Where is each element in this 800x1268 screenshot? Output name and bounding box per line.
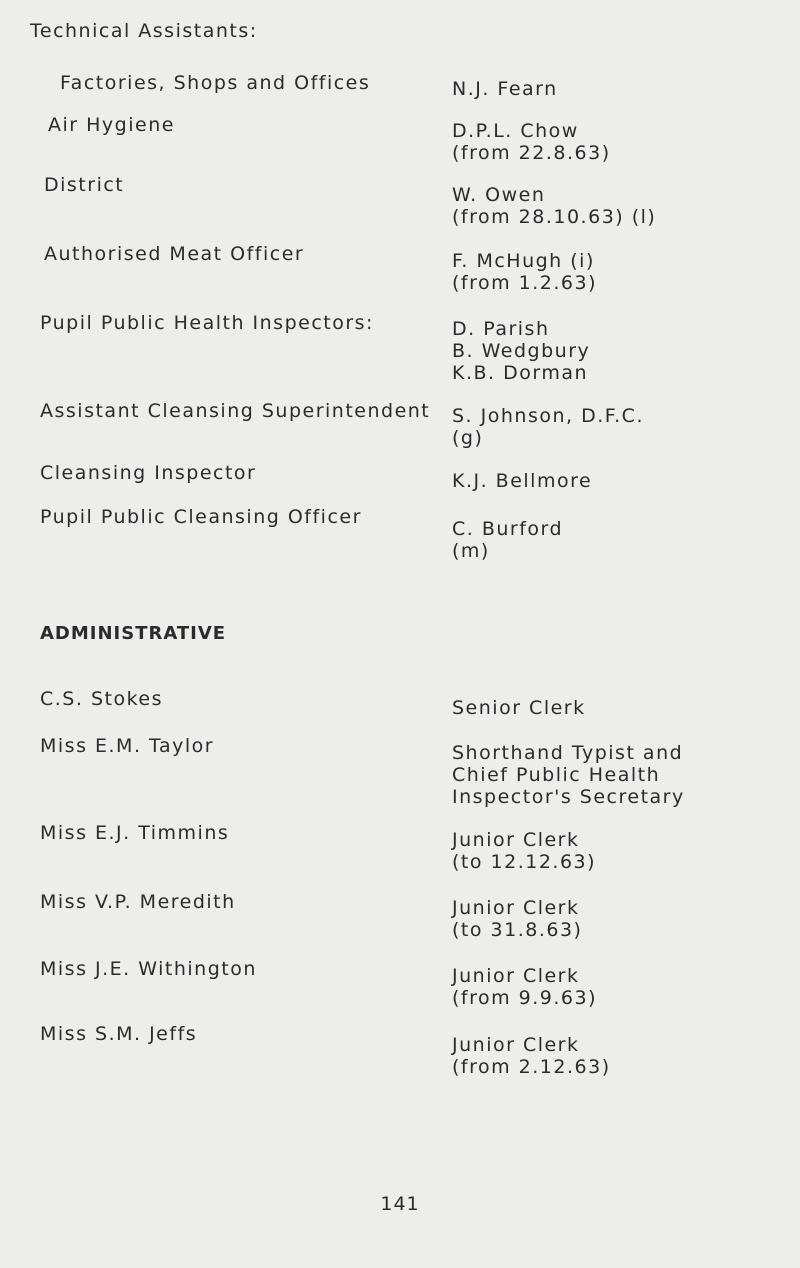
staff-role: Inspector's Secretary <box>452 786 685 808</box>
staff-name: D.P.L. Chow <box>452 120 579 142</box>
role-label: Pupil Public Cleansing Officer <box>40 506 362 528</box>
staff-name: Miss S.M. Jeffs <box>40 1023 198 1045</box>
staff-note: (g) <box>452 427 484 449</box>
staff-name: S. Johnson, D.F.C. <box>452 405 644 427</box>
staff-note: (from 22.8.63) <box>452 142 611 164</box>
staff-name: C.S. Stokes <box>40 688 163 710</box>
role-label: Assistant Cleansing Superintendent <box>40 400 431 422</box>
admin-heading: ADMINISTRATIVE <box>40 623 227 644</box>
staff-note: (from 9.9.63) <box>452 987 598 1009</box>
staff-name-block <box>452 518 563 562</box>
role-label: Air Hygiene <box>48 114 175 136</box>
staff-role: Senior Clerk <box>452 697 586 719</box>
staff-role: Junior Clerk <box>452 829 580 851</box>
staff-note: (to 12.12.63) <box>452 851 597 873</box>
staff-name: D. Parish <box>452 318 550 340</box>
staff-name-block <box>452 405 644 449</box>
staff-name-block <box>452 120 611 164</box>
staff-role: Junior Clerk <box>452 1034 580 1056</box>
role-label: Pupil Public Health Inspectors: <box>40 312 374 334</box>
staff-name: Miss J.E. Withington <box>40 958 257 980</box>
staff-name-block <box>452 470 592 492</box>
staff-role: Junior Clerk <box>452 897 580 919</box>
staff-name: F. McHugh (i) <box>452 250 595 272</box>
staff-name: W. Owen <box>452 184 546 206</box>
staff-note: (from 1.2.63) <box>452 272 598 294</box>
staff-note: (m) <box>452 540 490 562</box>
staff-name-block <box>452 250 597 294</box>
staff-note: (from 2.12.63) <box>452 1056 611 1078</box>
staff-note: (from 28.10.63) (l) <box>452 206 657 228</box>
staff-name-block <box>452 184 656 228</box>
role-label: Factories, Shops and Offices <box>60 72 371 94</box>
staff-name: K.B. Dorman <box>452 362 589 384</box>
staff-role-block <box>452 897 582 941</box>
role-label: Cleansing Inspector <box>40 462 257 484</box>
staff-role-block <box>452 965 597 1009</box>
staff-role-block <box>452 697 586 719</box>
role-label: Authorised Meat Officer <box>44 243 305 265</box>
staff-name: Miss V.P. Meredith <box>40 891 236 913</box>
staff-note: (to 31.8.63) <box>452 919 583 941</box>
staff-name: Miss E.M. Taylor <box>40 735 215 757</box>
staff-name: N.J. Fearn <box>452 78 558 100</box>
staff-role: Chief Public Health <box>452 764 661 786</box>
staff-role: Shorthand Typist and <box>452 742 684 764</box>
staff-name: B. Wedgbury <box>452 340 591 362</box>
staff-role-block <box>452 1034 611 1078</box>
staff-name-block <box>452 318 590 384</box>
staff-name: K.J. Bellmore <box>452 470 593 492</box>
staff-name: Miss E.J. Timmins <box>40 822 230 844</box>
staff-name-block <box>452 78 558 100</box>
role-label: District <box>44 174 125 196</box>
section-title: Technical Assistants: <box>30 20 258 42</box>
page-number: 141 <box>380 1193 420 1215</box>
staff-role-block <box>452 742 685 808</box>
staff-role: Junior Clerk <box>452 965 580 987</box>
staff-role-block <box>452 829 596 873</box>
staff-name: C. Burford <box>452 518 564 540</box>
